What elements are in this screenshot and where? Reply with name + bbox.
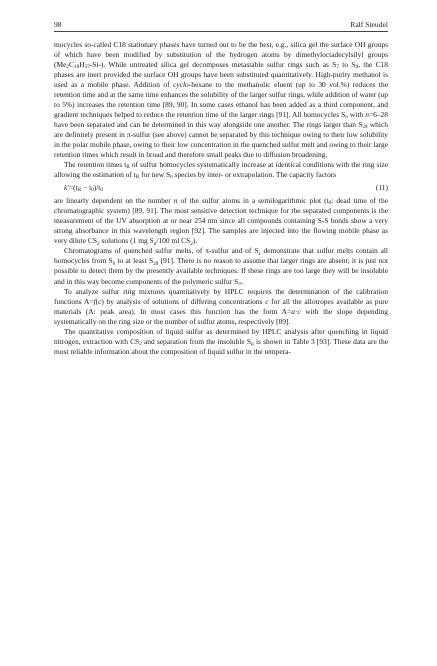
- equation-body: $k'=(t_R - t_0)/t_0$: [64, 183, 103, 194]
- paragraph: mocycles so-called C18 stationary phases have turned out to be the best, e.g., silica gel the surface OH groups of which have been modified by substitution of the hydrogen atoms by dimethyloctadecylsilyl groups $(Me_2C_{18}H_{37}-Si-)$. While untreated silica gel decomposes metastable sulfur rings such as $S_7$ to $S_8$, the C18 phases are inert provided the surface OH groups have been substituted quantitatively. High-purity methanol is used as a mobile phase. Addition of cyclo-hexane to the methanolic eluent (up to 30 vol.%) reduces the retention time and at the same time enhances the solubility of the larger sulfur rings, while addition of water (up to 5%) increases the retention time [89, 90]. In some cases ethanol has been added as a third component, and gradient techniques helped to reduce the retention time of the larger rings [91]. All homocycles $S_n$ with n=6–28 have been separated and can be determined in this way alongside one another. The rings larger than $S_{28}$ which are definitely present in π-sulfur (see above) cannot be separated by this technique owing to their low solubility in the polar mobile phase, owing to their low concentration in the quenched sulfur melt and owing to their large retention times which result in broad and therefore small peaks due to diffusion broadening.: [54, 39, 388, 160]
- running-header: [54, 20, 388, 32]
- paragraph: The quantitative composition of liquid sulfur as determined by HPLC analysis after quenching in liquid nitrogen, extraction with $CS_2$ and separation from the insoluble $S_\mu$ is shown in Table 3 [93]. These data are the most reliable information about the composition of liquid sulfur in the tempera-: [54, 326, 388, 356]
- running-author: Ralf Steudel: [350, 20, 388, 29]
- paragraph: are linearly dependent on the number n of the sulfur atoms in a semilogarithmic plot ($t_0$: dead time of the chromatographic system) [89, 91]. The most sensitive detection technique for the separated components is the measurement of the UV absorption at or near 254 nm since all compounds containing S-S bonds show a very strong absorbance in this wavelength region [92]. The samples are injected into the flowing mobile phase as very dilute $CS_2$ solutions (1 mg $S_n/100$ ml $CS_2$).: [54, 196, 388, 247]
- paragraph: The retention times $t_R$ of sulfur homocycles systematically increase at identical conditions with the ring size allowing the estimation of $t_R$ for new $S_n$ species by inter- or extrapolation. The capacity factors: [54, 160, 389, 181]
- equation-11: [64, 183, 388, 193]
- paragraph: To analyze sulfur ring mixtures quantitatively by HPLC requires the determination of the calibration functions A=f(c) by analysis of solutions of differing concentrations c for all the allotropes available as pure materials (A: peak area). In most cases this function has the form A=a·c with the slope depending systematically on the ring size or the number of sulfur atoms, respectively [89].: [54, 286, 388, 326]
- equation-number: (11): [375, 183, 388, 193]
- body-text: [54, 40, 388, 357]
- paragraph: Chromatograms of quenched sulfur melts, of π-sulfur and of $S_x$ demonstrate that sulfur melts contain all homocycles from $S_6$ to at least $S_{28}$ [91]. There is no reason to assume that larger rings are absent; it is just not possible to detect them by the presently available techniques. If these rings are too large they will be insoluble and in this way become components of the polymeric sulfur $S_\infty$.: [54, 246, 389, 287]
- page-number: 98: [54, 20, 62, 29]
